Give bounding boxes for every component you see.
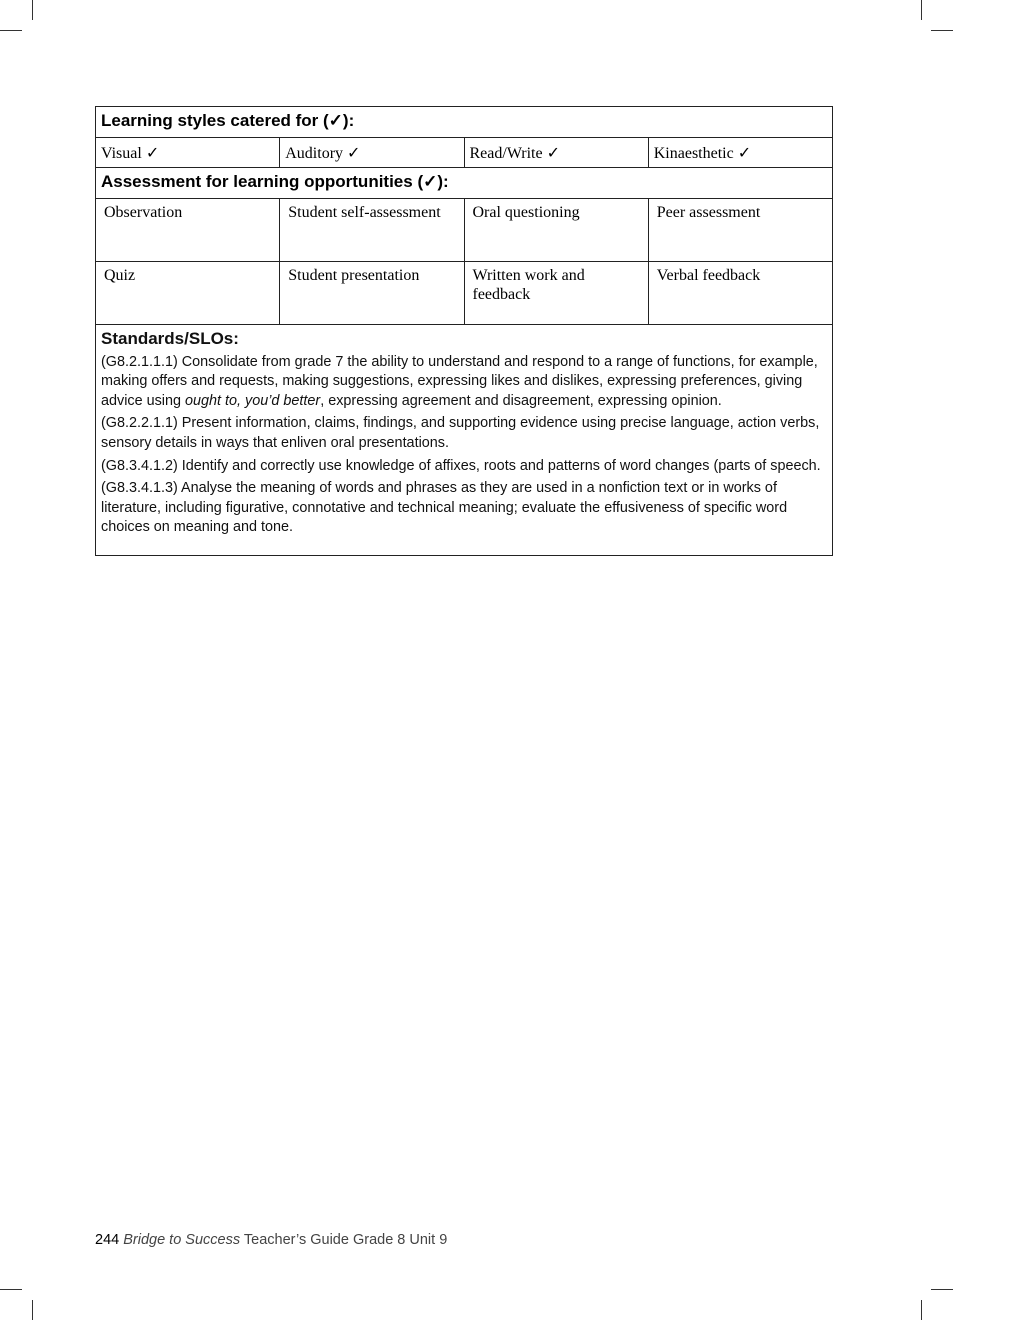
assessment-heading: Assessment for learning opportunities (✓): bbox=[96, 168, 833, 199]
crop-mark bbox=[921, 1300, 922, 1320]
learning-styles-heading: Learning styles catered for (✓): bbox=[96, 107, 833, 138]
page-footer bbox=[95, 1232, 447, 1248]
crop-mark bbox=[0, 1289, 22, 1290]
standards-section bbox=[96, 325, 833, 556]
crop-mark bbox=[32, 1300, 33, 1320]
standard-italic-text: ought to, you’d better bbox=[185, 392, 321, 409]
assessment-item: Written work and feedback bbox=[464, 262, 648, 325]
standard-text: (G8.2.1.1.1) Consolidate from grade 7 the ability to understand and respond to a range of functions, for example, making offers and requests, making suggestions, expressing likes and dislikes, expressing preferences, giving advice using bbox=[101, 353, 818, 409]
page-number: 244 bbox=[95, 1232, 120, 1248]
standards-heading: Standards/SLOs: bbox=[101, 329, 239, 348]
crop-mark bbox=[931, 1289, 953, 1290]
assessment-item: Student presentation bbox=[280, 262, 464, 325]
style-kinaesthetic: Kinaesthetic ✓ bbox=[648, 138, 832, 168]
style-readwrite: Read/Write ✓ bbox=[464, 138, 648, 168]
standard-item: (G8.3.4.1.2) Identify and correctly use knowledge of affixes, roots and patterns of word changes (parts of speech. bbox=[101, 457, 821, 474]
crop-mark bbox=[32, 0, 33, 20]
crop-mark bbox=[921, 0, 922, 20]
assessment-item: Quiz bbox=[96, 262, 280, 325]
footer-text: Teacher’s Guide Grade 8 Unit 9 bbox=[240, 1232, 448, 1248]
assessment-item: Student self-assessment bbox=[280, 199, 464, 262]
standard-item bbox=[101, 353, 827, 412]
book-title: Bridge to Success bbox=[123, 1232, 241, 1248]
standard-item: (G8.3.4.1.3) Analyse the meaning of words and phrases as they are used in a nonfiction text or in works of literature, including figurative, connotative and technical meaning; evaluate the effusiveness of specific word choices on meaning and tone. bbox=[101, 480, 788, 536]
crop-mark bbox=[931, 30, 953, 31]
assessment-item: Observation bbox=[96, 199, 280, 262]
style-visual: Visual ✓ bbox=[96, 138, 280, 168]
lesson-table bbox=[95, 106, 833, 556]
style-auditory: Auditory ✓ bbox=[280, 138, 464, 168]
crop-mark bbox=[0, 30, 22, 31]
assessment-item: Verbal feedback bbox=[648, 262, 832, 325]
standard-item: (G8.2.2.1.1) Present information, claims, findings, and supporting evidence using precise language, action verbs, sensory details in ways that enliven oral presentations. bbox=[101, 415, 820, 451]
assessment-item: Oral questioning bbox=[464, 199, 648, 262]
assessment-item: Peer assessment bbox=[648, 199, 832, 262]
standard-text: , expressing agreement and disagreement, expressing opinion. bbox=[320, 392, 722, 409]
